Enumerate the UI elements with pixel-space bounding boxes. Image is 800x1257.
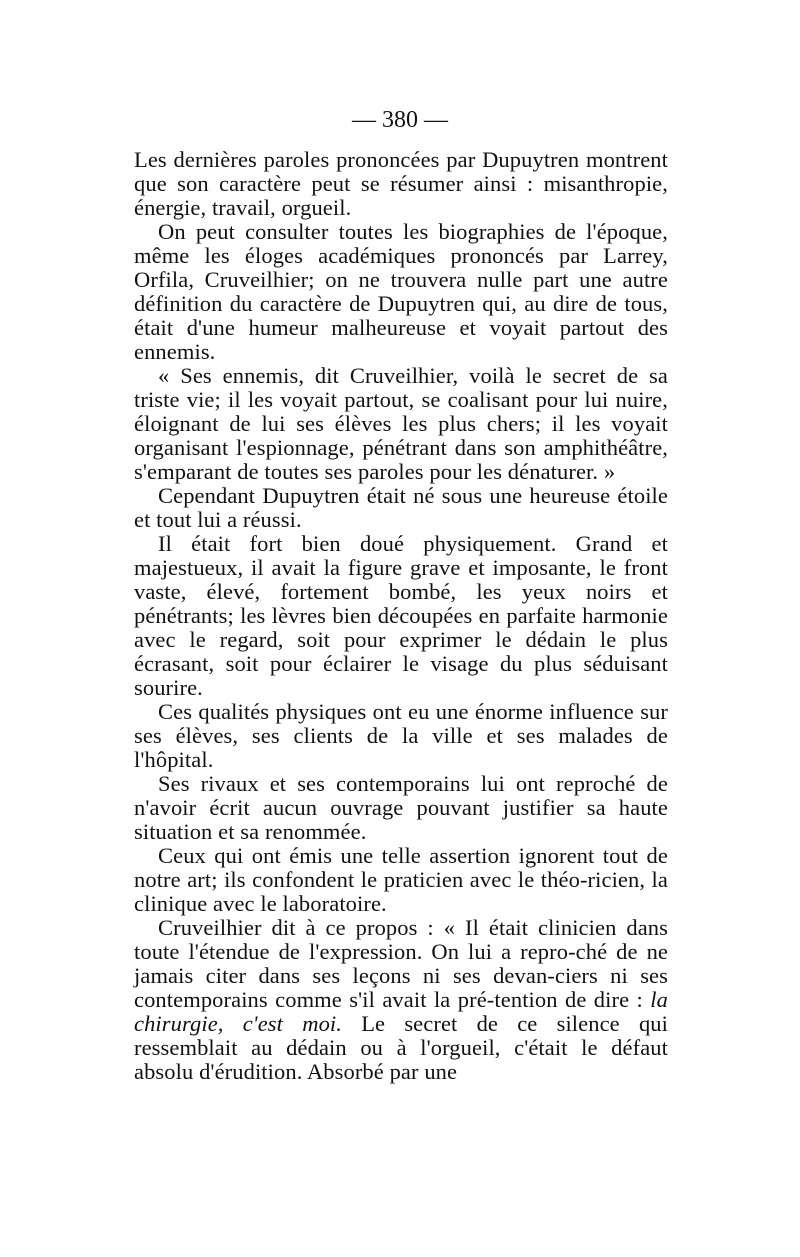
paragraph-1: Les dernières paroles prononcées par Dupuytren montrent que son caractère peut se résumer ainsi : misanthropie, énergie, travail, orgueil. — [134, 147, 668, 220]
paragraph-9 — [134, 916, 668, 1084]
paragraph-9-italic-quote: la chirurgie, c'est moi. — [134, 987, 668, 1036]
page-number: — 380 — — [352, 107, 448, 133]
paragraph-2: On peut consulter toutes les biographies de l'époque, même les éloges académiques prononcés par Larrey, Orfila, Cruveilhier; on ne trouvera nulle part une autre définition du caractère de Dupuytren qui, au dire de tous, était d'une humeur malheureuse et voyait partout des ennemis. — [134, 219, 668, 364]
paragraph-7: Ses rivaux et ses contemporains lui ont reproché de n'avoir écrit aucun ouvrage pouvant justifier sa haute situation et sa renommée. — [134, 771, 668, 844]
paragraph-3: « Ses ennemis, dit Cruveilhier, voilà le secret de sa triste vie; il les voyait partout, se coalisant pour lui nuire, éloignant de lui ses élèves les plus chers; il les voyait organisant l'espionnage, pénétrant dans son amphithéâtre, s'emparant de toutes ses paroles pour les dénaturer. » — [134, 363, 668, 484]
paragraph-9-end: Le secret de ce silence qui ressemblait au dédain ou à l'orgueil, c'était le défaut absolu d'érudition. Absorbé par une — [134, 1011, 669, 1084]
paragraph-6: Ces qualités physiques ont eu une énorme influence sur ses élèves, ses clients de la ville et ses malades de l'hôpital. — [134, 699, 668, 772]
paragraph-8: Ceux qui ont émis une telle assertion ignorent tout de notre art; ils confondent le praticien avec le théo-ricien, la clinique avec le laboratoire. — [134, 843, 668, 916]
paragraph-9-start: Cruveilhier dit à ce propos : « Il était clinicien dans toute l'étendue de l'expression. On lui a repro-ché de ne jamais citer dans ses leçons ni ses devan-ciers ni ses contemporains comme s'il avait la pré-tention de dire : — [134, 915, 668, 1012]
body-text — [134, 148, 668, 1084]
paragraph-4: Cependant Dupuytren était né sous une heureuse étoile et tout lui a réussi. — [134, 483, 668, 532]
paragraph-5: Il était fort bien doué physiquement. Grand et majestueux, il avait la figure grave et imposante, le front vaste, élevé, fortement bombé, les yeux noirs et pénétrants; les lèvres bien découpées en parfaite harmonie avec le regard, soit pour exprimer le dédain le plus écrasant, soit pour éclairer le visage du plus séduisant sourire. — [134, 531, 668, 700]
